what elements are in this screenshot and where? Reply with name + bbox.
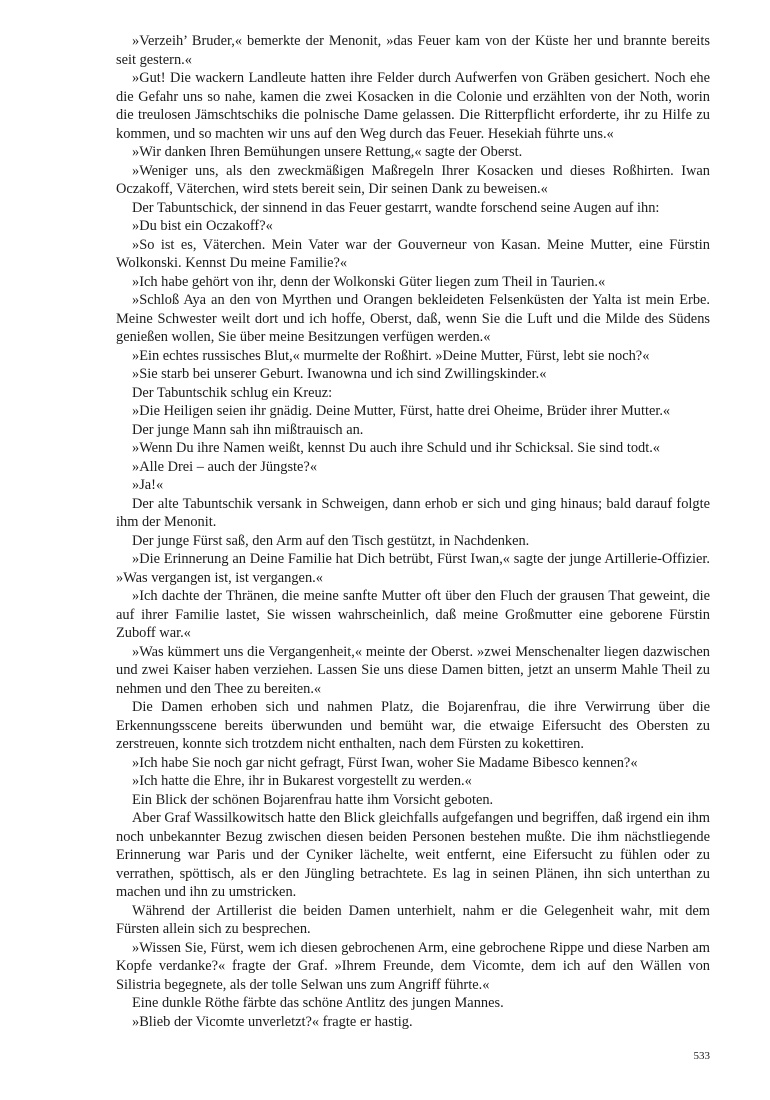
paragraph: Der junge Fürst saß, den Arm auf den Tisch gestützt, in Nachdenken. xyxy=(132,532,530,549)
paragraph: »Sie starb bei unserer Geburt. Iwanowna und ich sind Zwillingskinder.« xyxy=(132,366,547,382)
paragraph: Der junge Mann sah ihn mißtrauisch an. xyxy=(132,421,364,438)
paragraph: Der alte Tabuntschik versank in Schweigen, dann erhob er sich und ging hinaus; bald darauf folgte ihm der Menonit. xyxy=(116,495,710,530)
paragraph: »Verzeih’ Bruder,« bemerkte der Menonit, »das Feuer kam von der Küste her und brannte bereits seit gestern.« xyxy=(116,33,710,68)
paragraph: »Ja!« xyxy=(132,477,164,493)
paragraph: Während der Artillerist die beiden Damen unterhielt, nahm er die Gelegenheit wahr, mit dem Fürsten allein sich zu besprechen. xyxy=(116,902,710,937)
paragraph: »Was kümmert uns die Vergangenheit,« meinte der Oberst. »zwei Menschenalter liegen dazwischen und zwei Kaiser haben verziehen. Lassen Sie uns diese Damen bitten, jetzt an unserm Mahle Theil zu nehmen und den Thee zu bereiten.« xyxy=(116,643,710,697)
paragraph: »Wenn Du ihre Namen weißt, kennst Du auch ihre Schuld und ihr Schicksal. Sie sind todt.« xyxy=(132,440,661,456)
paragraph: »Ich hatte die Ehre, ihr in Bukarest vorgestellt zu werden.« xyxy=(132,773,472,789)
paragraph: Der Tabuntschick, der sinnend in das Feuer gestarrt, wandte forschend seine Augen auf ihn: xyxy=(132,199,660,216)
paragraph: »Wissen Sie, Fürst, wem ich diesen gebrochenen Arm, eine gebrochene Rippe und diese Narben am Kopfe verdanke?« fragte der Graf. »Ihrem Freunde, dem Vicomte, dem ich auf den Wällen von Silistria begegnete, als der tolle Selwan uns zum Angriff führte.« xyxy=(116,939,710,993)
page-body xyxy=(116,32,710,1031)
paragraph: »Schloß Aya an den von Myrthen und Orangen bekleideten Felsenküsten der Yalta ist mein Erbe. Meine Schwester weilt dort und ich hoffe, Oberst, daß, wenn Sie die Luft und die Milde des Südens genießen wollen, Sie über meine Besitzungen verfügen werden.« xyxy=(116,292,710,345)
paragraph: Aber Graf Wassilkowitsch hatte den Blick gleichfalls aufgefangen und begriffen, daß irgend ein ihm noch unbekannter Bezug zwischen diesen beiden Personen bestehen mußte. Die ihm nächstliegende Erinnerung war Paris und der Cyniker lächelte, weit entfernt, eine Eifersucht zu fühlen oder zu verrathen, spöttisch, als er den Jüngling betrachtete. Es lag in seinen Plänen, ihn sich unterthan zu machen und ihn zu umstricken. xyxy=(116,810,710,900)
paragraph: Die Damen erhoben sich und nahmen Platz, die Bojarenfrau, die ihre Verwirrung über die Erkennungsscene bereits überwunden und bemüht war, die etwaige Eifersucht des Obersten zu zerstreuen, konnte sich trotzdem nicht enthalten, nach dem Fürsten zu kokettiren. xyxy=(116,699,710,752)
page-number: 533 xyxy=(693,1050,710,1062)
paragraph: »Du bist ein Oczakoff?« xyxy=(132,218,273,234)
paragraph: Ein Blick der schönen Bojarenfrau hatte ihm Vorsicht geboten. xyxy=(132,791,494,808)
paragraph: »Ich habe Sie noch gar nicht gefragt, Fürst Iwan, woher Sie Madame Bibesco kennen?« xyxy=(132,754,638,771)
paragraph: »Ich habe gehört von ihr, denn der Wolkonski Güter liegen zum Theil in Taurien.« xyxy=(132,273,606,290)
paragraph: »Blieb der Vicomte unverletzt?« fragte er hastig. xyxy=(132,1013,413,1030)
paragraph: »Die Erinnerung an Deine Familie hat Dich betrübt, Fürst Iwan,« sagte der junge Artillerie-Offizier. »Was vergangen ist, ist vergangen.« xyxy=(116,551,710,586)
paragraph: Eine dunkle Röthe färbte das schöne Antlitz des jungen Mannes. xyxy=(132,995,504,1011)
paragraph: »Alle Drei – auch der Jüngste?« xyxy=(132,458,318,475)
paragraph: »Ich dachte der Thränen, die meine sanfte Mutter oft über den Fluch der grausen That geweint, die auf ihrer Familie lastet, Sie wissen wahrscheinlich, daß meine Großmutter eine geborene Fürstin Zuboff war.« xyxy=(116,588,710,641)
paragraph: »Wir danken Ihren Bemühungen unsere Rettung,« sagte der Oberst. xyxy=(132,144,523,160)
paragraph: »Die Heiligen seien ihr gnädig. Deine Mutter, Fürst, hatte drei Oheime, Brüder ihrer Mutter.« xyxy=(132,403,671,419)
paragraph: Der Tabuntschik schlug ein Kreuz: xyxy=(132,384,333,401)
paragraph: »Gut! Die wackern Landleute hatten ihre Felder durch Aufwerfen von Gräben gesichert. Noch ehe die Gefahr uns so nahe, kamen die zwei Kosacken in die Colonie und erzählten von der Noth, worin die treulosen Jämschtschiks die polnische Dame gelassen. Die Ritterpflicht erforderte, ihr zu Hilfe zu kommen, und so machten wir uns auf den Weg durch das Feuer. Hesekiah führte uns.« xyxy=(116,70,710,142)
paragraph: »Ein echtes russisches Blut,« murmelte der Roßhirt. »Deine Mutter, Fürst, lebt sie noch?« xyxy=(132,347,650,364)
paragraph: »So ist es, Väterchen. Mein Vater war der Gouverneur von Kasan. Meine Mutter, eine Fürstin Wolkonski. Kennst Du meine Familie?« xyxy=(116,236,710,271)
paragraph: »Weniger uns, als den zweckmäßigen Maßregeln Ihrer Kosacken und dieses Roßhirten. Iwan Oczakoff, Väterchen, wird stets bereit sein, Dir seinen Dank zu beweisen.« xyxy=(116,162,710,197)
